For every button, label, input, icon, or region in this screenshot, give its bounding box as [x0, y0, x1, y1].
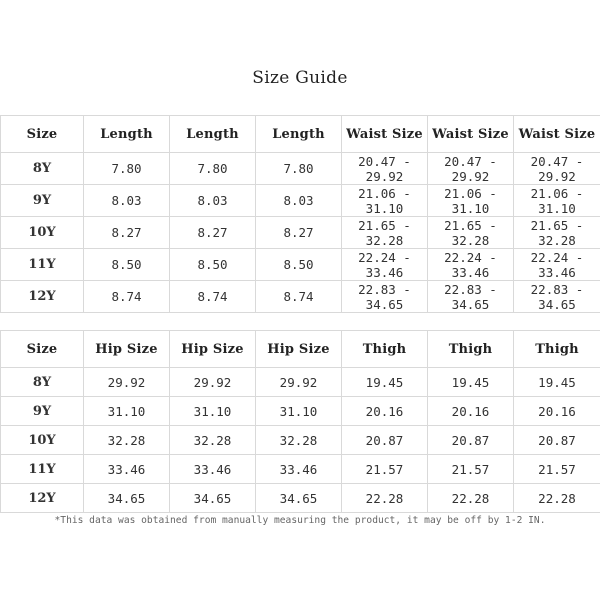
waist-cell: 21.06 - 31.10 [514, 185, 600, 217]
size-cell: 9Y [1, 185, 84, 217]
table-row [1, 484, 600, 513]
waist-cell: 21.65 - 32.28 [428, 217, 514, 249]
header-hip-size: Hip Size [84, 331, 170, 368]
size-cell: 8Y [1, 153, 84, 185]
waist-cell: 21.65 - 32.28 [342, 217, 428, 249]
size-cell: 11Y [1, 249, 84, 281]
waist-cell: 22.24 - 33.46 [428, 249, 514, 281]
thigh-cell: 19.45 [428, 368, 514, 397]
length-cell: 8.74 [170, 281, 256, 313]
hip-cell: 31.10 [84, 397, 170, 426]
thigh-cell: 19.45 [342, 368, 428, 397]
waist-cell: 22.24 - 33.46 [514, 249, 600, 281]
hip-cell: 31.10 [256, 397, 342, 426]
length-cell: 7.80 [170, 153, 256, 185]
header-thigh: Thigh [514, 331, 600, 368]
waist-cell: 20.47 - 29.92 [428, 153, 514, 185]
waist-cell: 22.83 - 34.65 [514, 281, 600, 313]
measurement-note: *This data was obtained from manually measuring the product, it may be off by 1-2 IN. [54, 515, 546, 526]
thigh-cell: 22.28 [514, 484, 600, 513]
header-hip-size: Hip Size [170, 331, 256, 368]
waist-cell: 21.06 - 31.10 [428, 185, 514, 217]
hip-cell: 29.92 [84, 368, 170, 397]
hip-cell: 29.92 [170, 368, 256, 397]
hip-cell: 33.46 [170, 455, 256, 484]
header-size: Size [1, 331, 84, 368]
hip-cell: 32.28 [84, 426, 170, 455]
table-row [1, 281, 600, 313]
thigh-cell: 22.28 [342, 484, 428, 513]
hip-cell: 33.46 [256, 455, 342, 484]
length-cell: 8.03 [170, 185, 256, 217]
thigh-cell: 21.57 [514, 455, 600, 484]
thigh-cell: 19.45 [514, 368, 600, 397]
hip-cell: 32.28 [256, 426, 342, 455]
thigh-cell: 20.87 [514, 426, 600, 455]
size-cell: 12Y [1, 281, 84, 313]
hip-cell: 34.65 [84, 484, 170, 513]
waist-cell: 22.83 - 34.65 [428, 281, 514, 313]
length-cell: 7.80 [84, 153, 170, 185]
length-cell: 8.27 [84, 217, 170, 249]
header-waist-size: Waist Size [342, 116, 428, 153]
hip-cell: 29.92 [256, 368, 342, 397]
table-row [1, 397, 600, 426]
length-cell: 8.27 [170, 217, 256, 249]
header-thigh: Thigh [342, 331, 428, 368]
waist-cell: 20.47 - 29.92 [514, 153, 600, 185]
waist-cell: 21.65 - 32.28 [514, 217, 600, 249]
table-header-row [1, 116, 600, 153]
length-cell: 8.50 [84, 249, 170, 281]
length-cell: 8.50 [170, 249, 256, 281]
header-waist-size: Waist Size [428, 116, 514, 153]
length-cell: 8.50 [256, 249, 342, 281]
hip-cell: 32.28 [170, 426, 256, 455]
thigh-cell: 20.16 [428, 397, 514, 426]
waist-cell: 22.83 - 34.65 [342, 281, 428, 313]
length-cell: 8.03 [256, 185, 342, 217]
thigh-cell: 20.87 [342, 426, 428, 455]
length-cell: 8.27 [256, 217, 342, 249]
table-row [1, 153, 600, 185]
waist-cell: 21.06 - 31.10 [342, 185, 428, 217]
thigh-cell: 20.87 [428, 426, 514, 455]
hip-cell: 34.65 [256, 484, 342, 513]
table-header-row [1, 331, 600, 368]
thigh-cell: 20.16 [514, 397, 600, 426]
length-cell: 8.74 [84, 281, 170, 313]
header-length: Length [256, 116, 342, 153]
size-cell: 9Y [1, 397, 84, 426]
thigh-cell: 21.57 [342, 455, 428, 484]
table-row [1, 217, 600, 249]
size-cell: 8Y [1, 368, 84, 397]
thigh-cell: 22.28 [428, 484, 514, 513]
waist-cell: 22.24 - 33.46 [342, 249, 428, 281]
hip-cell: 33.46 [84, 455, 170, 484]
size-cell: 12Y [1, 484, 84, 513]
length-cell: 8.74 [256, 281, 342, 313]
size-cell: 11Y [1, 455, 84, 484]
size-table-hip-thigh [0, 330, 600, 513]
table-row [1, 368, 600, 397]
header-length: Length [84, 116, 170, 153]
header-hip-size: Hip Size [256, 331, 342, 368]
length-cell: 7.80 [256, 153, 342, 185]
table-row [1, 426, 600, 455]
size-cell: 10Y [1, 217, 84, 249]
header-thigh: Thigh [428, 331, 514, 368]
size-cell: 10Y [1, 426, 84, 455]
page-title: Size Guide [252, 68, 348, 88]
header-length: Length [170, 116, 256, 153]
header-waist-size: Waist Size [514, 116, 600, 153]
length-cell: 8.03 [84, 185, 170, 217]
table-row [1, 455, 600, 484]
hip-cell: 34.65 [170, 484, 256, 513]
table-row [1, 185, 600, 217]
waist-cell: 20.47 - 29.92 [342, 153, 428, 185]
table-row [1, 249, 600, 281]
hip-cell: 31.10 [170, 397, 256, 426]
thigh-cell: 20.16 [342, 397, 428, 426]
header-size: Size [1, 116, 84, 153]
size-table-length-waist [0, 115, 600, 313]
thigh-cell: 21.57 [428, 455, 514, 484]
